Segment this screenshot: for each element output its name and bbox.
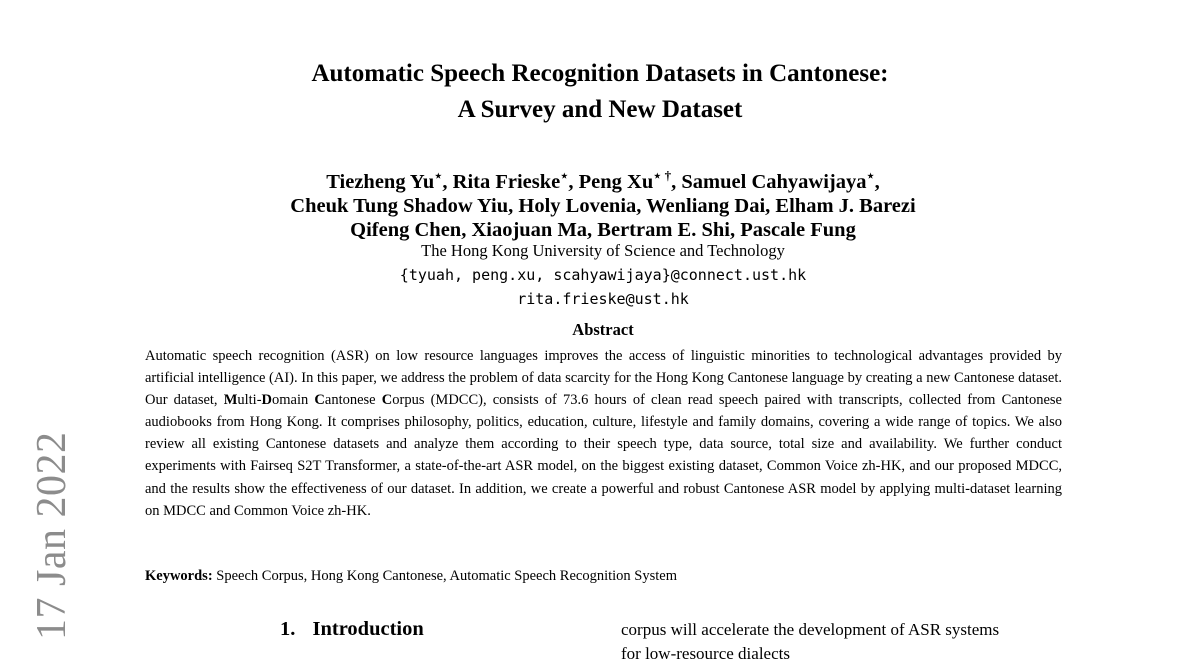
author-line-3: Qifeng Chen, Xiaojuan Ma, Bertram E. Shi, Pascale Fung <box>350 218 856 241</box>
email-line-2: rita.frieske@ust.hk <box>517 290 689 308</box>
dataset-initial: C <box>381 392 393 409</box>
right-column-line-2: for low-resource dialects <box>621 644 790 663</box>
dataset-word-rest: antonese <box>324 392 382 409</box>
dataset-name <box>224 392 425 408</box>
author-mark: ⋆ † <box>653 168 672 183</box>
author-mark: ⋆ <box>434 168 443 183</box>
dataset-initial: M <box>223 392 238 409</box>
author-separator: , <box>568 170 579 193</box>
author-line-2: Cheuk Tung Shadow Yiu, Holy Lovenia, Wenliang Dai, Elham J. Barezi <box>290 194 916 217</box>
section-title: Introduction <box>312 618 424 640</box>
title-line-1: Automatic Speech Recognition Datasets in Cantonese: <box>311 60 889 87</box>
title-line-2: A Survey and New Dataset <box>457 96 743 123</box>
author-line-1 <box>0 164 1200 194</box>
dataset-word-rest: orpus <box>392 392 425 409</box>
dataset-initial: C <box>314 392 325 409</box>
abstract-body <box>145 345 1062 522</box>
abstract-heading: Abstract <box>572 320 634 339</box>
abstract-part-2: (MDCC), consists of 73.6 hours of clean read speech paired with transcripts, collected from Cantonese audiobooks from Hong Kong. It comprises philosophy, politics, education, culture, lifestyle and family domains, covering a wide range of topics. We also review all existing Cantonese datasets and analyze them according to their speech type, data source, total size and availability. We further conduct experiments with Fairseq S2T Transformer, a state-of-the-art ASR model, on the biggest existing dataset, Common Voice zh-HK, and our proposed MDCC, and the results show the effectiveness of our dataset. In addition, we create a powerful and robust Cantonese ASR model by applying multi-dataset learning on MDCC and Common Voice zh-HK. <box>145 392 1062 519</box>
keywords-text: Speech Corpus, Hong Kong Cantonese, Automatic Speech Recognition System <box>216 568 678 584</box>
author-mark: ⋆ <box>560 168 569 183</box>
arxiv-date-stamp: 17 Jan 2022 <box>29 431 75 640</box>
section-number: 1. <box>280 618 296 640</box>
section-heading-introduction <box>280 615 424 643</box>
dataset-initial: D <box>261 392 273 409</box>
author-name: Peng Xu <box>578 170 654 193</box>
author-separator: , <box>671 170 682 193</box>
affiliation: The Hong Kong University of Science and Technology <box>421 241 785 260</box>
paper-title <box>0 56 1200 128</box>
keywords-label: Keywords: <box>145 568 213 584</box>
author-name: Samuel Cahyawijaya <box>681 170 867 193</box>
author-mark: ⋆ <box>866 168 875 183</box>
author-name: Rita Frieske <box>452 170 561 193</box>
abstract-part-1: Automatic speech recognition (ASR) on low resource languages improves the access of linguistic minorities to technological advantages provided by artificial intelligence (AI). In this paper, we address the problem of data scarcity for the Hong Kong Cantonese language by creating a new Cantonese dataset. Our dataset, <box>145 348 1062 409</box>
author-name: Tiezheng Yu <box>326 170 435 193</box>
dataset-word-rest: omain <box>272 392 315 409</box>
author-list <box>0 164 1200 242</box>
right-column-line-1: corpus will accelerate the development of ASR systems <box>621 620 1000 639</box>
keywords <box>145 565 1062 587</box>
author-separator: , <box>874 170 880 193</box>
author-separator: , <box>442 170 453 193</box>
dataset-word-rest: ulti- <box>237 392 262 409</box>
email-line-1: {tyuah, peng.xu, scahyawijaya}@connect.ust.hk <box>399 266 807 284</box>
